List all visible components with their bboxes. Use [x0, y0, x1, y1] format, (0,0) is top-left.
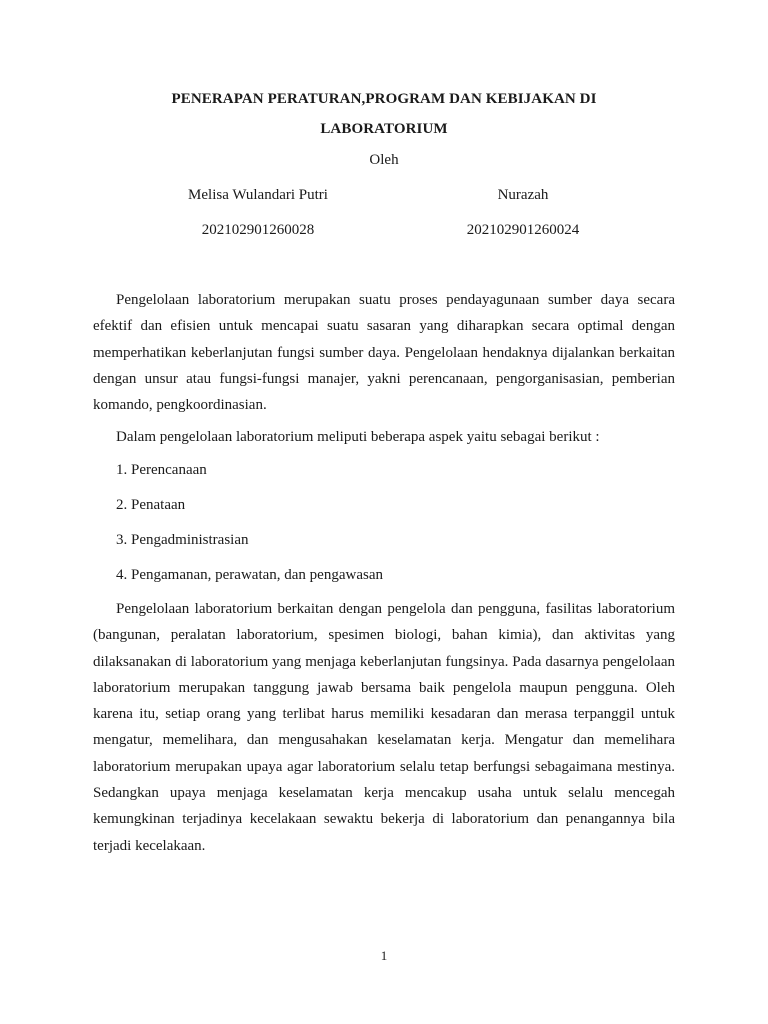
page-number: 1: [380, 948, 388, 963]
list-item-1: 1. Perencanaan: [116, 462, 207, 478]
author-1-name: Melisa Wulandari Putri: [188, 187, 328, 203]
author-2-id: 202102901260024: [466, 222, 580, 238]
author-1-id: 202102901260028: [201, 222, 315, 238]
title-line-1: PENERAPAN PERATURAN,PROGRAM DAN KEBIJAKAN DI: [171, 91, 597, 107]
paragraph-1: Pengelolaan laboratorium merupakan suatu proses pendayagunaan sumber daya secara efektif dan efisien untuk mencapai suatu sasaran yang diharapkan secara optimal dengan memperhatikan keberlanjutan fungsi sumber daya. Pengelolaan hendaknya dijalankan berkaitan dengan unsur atau fungsi-fungsi manajer, yakni perencanaan, pengorganisasian, pemberian komando, pengkoordinasian.: [93, 292, 675, 414]
author-2-name: Nurazah: [497, 187, 549, 203]
paragraph-3: Pengelolaan laboratorium berkaitan dengan pengelola dan pengguna, fasilitas laboratorium (bangunan, peralatan laboratorium, spesimen biologi, bahan kimia), dan aktivitas yang dilaksanakan di laboratorium yang menjaga keberlanjutan fungsinya. Pada dasarnya pengelolaan laboratorium merupakan tanggung jawab bersama baik pengelola maupun pengguna. Oleh karena itu, setiap orang yang terlibat harus memiliki kesadaran dan merasa terpanggil untuk mengatur, memelihara, dan mengusahakan keselamatan kerja. Mengatur dan memelihara laboratorium merupakan upaya agar laboratorium selalu tetap berfungsi sebagaimana mestinya. Sedangkan upaya menjaga keselamatan kerja mencakup usaha untuk selalu mencegah kemungkinan terjadinya kecelakaan sewaktu bekerja di laboratorium dan penangannya bila terjadi kecelakaan.: [93, 601, 675, 854]
list-item-4: 4. Pengamanan, perawatan, dan pengawasan: [116, 567, 383, 583]
title-line-2: LABORATORIUM: [320, 121, 448, 137]
document-title: [90, 84, 678, 144]
by-label: Oleh: [369, 152, 399, 168]
list-item-2: 2. Penataan: [116, 497, 186, 513]
paragraph-2: Dalam pengelolaan laboratorium meliputi beberapa aspek yaitu sebagai berikut :: [116, 429, 600, 445]
list-item-3: 3. Pengadministrasian: [116, 532, 249, 548]
